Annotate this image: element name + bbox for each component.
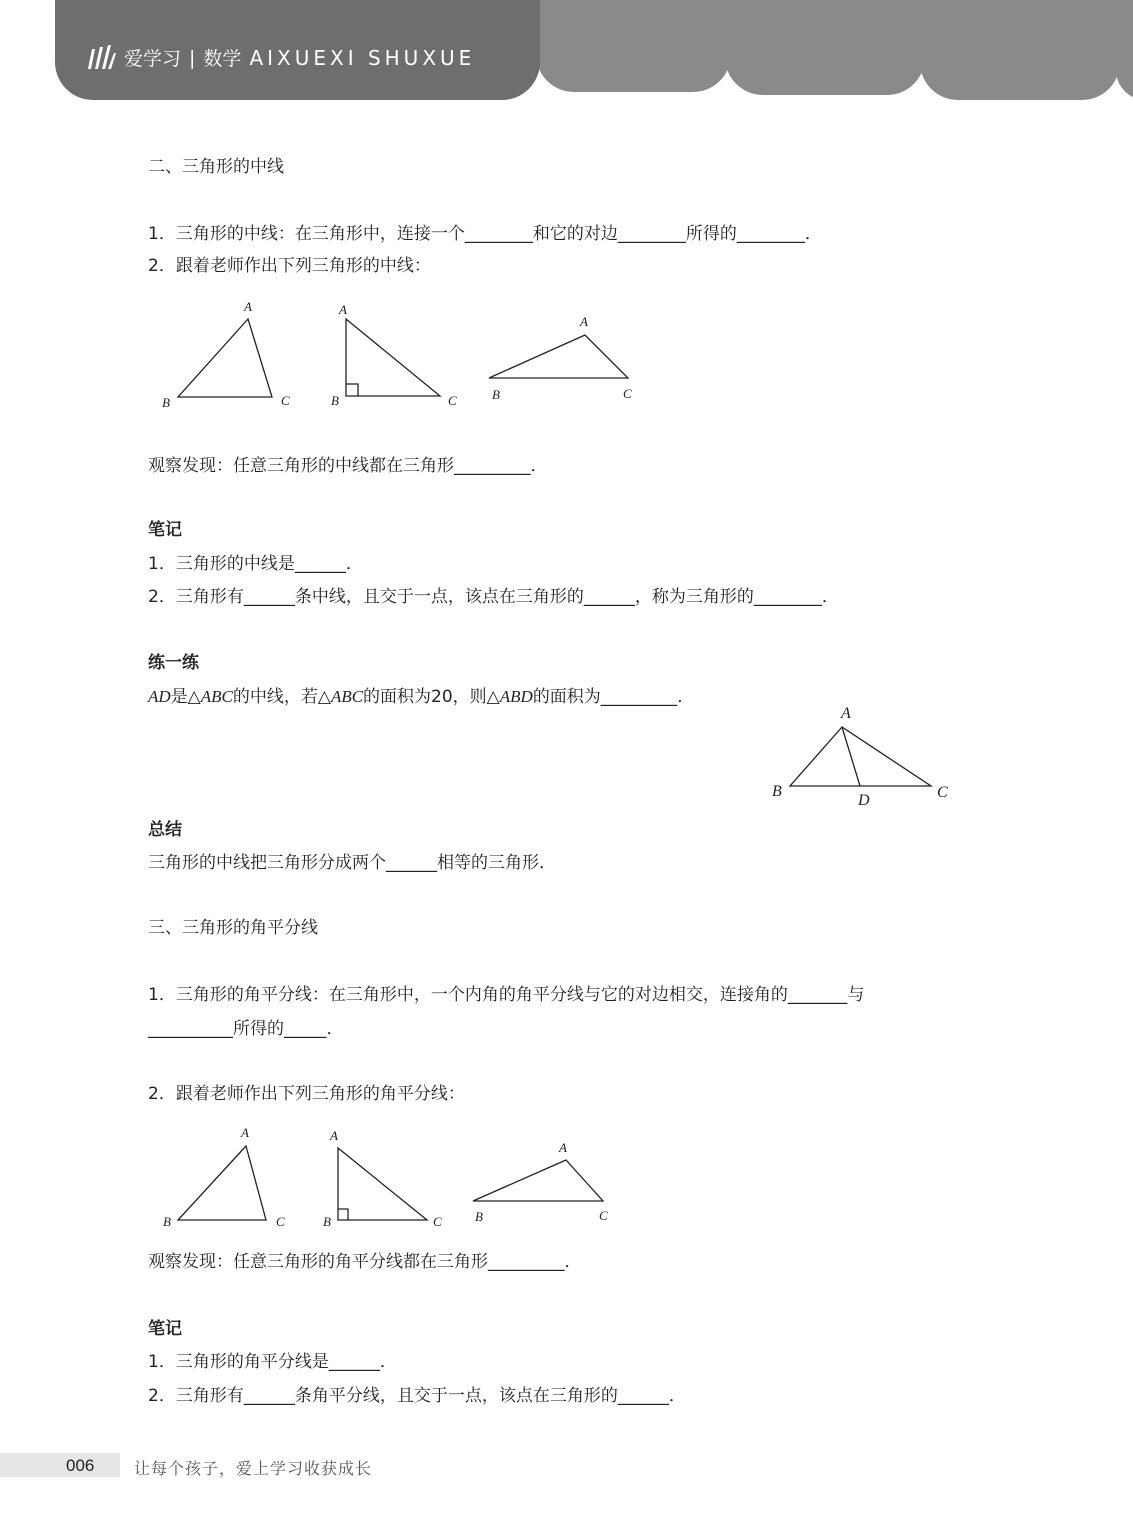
practice-text-2: 的中线，若△ bbox=[232, 687, 331, 707]
vertex-label-c: C bbox=[281, 393, 290, 408]
triangle-abc bbox=[790, 727, 931, 786]
section2-note-1: 1．三角形的中线是______． bbox=[148, 554, 363, 574]
bisector-figure-3 bbox=[465, 1135, 625, 1230]
practice-text-1: 是△ bbox=[170, 687, 201, 707]
vertex-label-c: C bbox=[623, 386, 632, 401]
section3-notes-title: 笔记 bbox=[148, 1319, 182, 1339]
vertex-label-b: B bbox=[331, 393, 339, 408]
section3-definition-line2: __________所得的_____． bbox=[148, 1019, 344, 1039]
vertex-label-b: B bbox=[162, 395, 170, 410]
vertex-label-c: C bbox=[937, 784, 948, 801]
vertex-label-b: B bbox=[492, 387, 500, 402]
right-angle-mark bbox=[338, 1209, 348, 1220]
section2-draw-instruction: 2．跟着老师作出下列三角形的中线： bbox=[148, 256, 431, 276]
vertex-label-b: B bbox=[772, 783, 782, 800]
segment-ad: AD bbox=[148, 687, 171, 706]
median-figure-2 bbox=[325, 295, 475, 415]
brand bbox=[86, 44, 475, 71]
section3-title: 三、三角形的角平分线 bbox=[148, 918, 318, 938]
header-tab-edge bbox=[1116, 0, 1133, 100]
practice-title: 练一练 bbox=[148, 653, 199, 673]
practice-text-4: 的面积为_________． bbox=[532, 687, 695, 707]
vertex-label-a: A bbox=[841, 705, 851, 722]
triangle-acute bbox=[178, 319, 272, 397]
vertex-label-a: A bbox=[241, 1125, 249, 1140]
vertex-label-d: D bbox=[858, 792, 870, 809]
vertex-label-c: C bbox=[276, 1214, 285, 1229]
section2-definition: 1．三角形的中线：在三角形中，连接一个________和它的对边________所得的________． bbox=[148, 224, 822, 244]
vertex-label-a: A bbox=[559, 1140, 567, 1155]
triangle-right bbox=[338, 1148, 427, 1220]
section2-observation: 观察发现：任意三角形的中线都在三角形_________． bbox=[148, 456, 548, 476]
brand-english: AIXUEXI SHUXUE bbox=[249, 45, 476, 70]
median-figure-3 bbox=[480, 305, 650, 405]
vertex-label-a: A bbox=[244, 299, 252, 314]
page-number: 006 bbox=[66, 1456, 95, 1475]
header-tab-3 bbox=[725, 0, 925, 95]
vertex-label-a: A bbox=[330, 1128, 338, 1143]
brand-separator: | bbox=[189, 46, 196, 69]
section3-note-1: 1．三角形的角平分线是______． bbox=[148, 1352, 397, 1372]
summary-title: 总结 bbox=[148, 820, 182, 840]
section3-draw-instruction: 2．跟着老师作出下列三角形的角平分线： bbox=[148, 1084, 465, 1104]
triangle-abd: ABD bbox=[499, 687, 533, 706]
vertex-label-c: C bbox=[599, 1208, 608, 1223]
section3-definition-line1: 1．三角形的角平分线：在三角形中，一个内角的角平分线与它的对边相交，连接角的_______与 bbox=[148, 985, 865, 1005]
brand-subject: 数学 bbox=[203, 48, 242, 70]
bisector-figure-1 bbox=[155, 1125, 295, 1235]
vertex-label-a: A bbox=[580, 314, 588, 329]
vertex-label-b: B bbox=[475, 1209, 483, 1224]
summary-text: 三角形的中线把三角形分成两个______相等的三角形． bbox=[148, 853, 556, 873]
practice-text-3: 的面积为20，则△ bbox=[363, 687, 500, 707]
practice-question bbox=[148, 687, 694, 707]
triangle-right bbox=[346, 319, 440, 396]
header-tab-4 bbox=[920, 0, 1120, 100]
section3-observation: 观察发现：任意三角形的角平分线都在三角形_________． bbox=[148, 1252, 582, 1272]
section3-note-2: 2．三角形有______条角平分线，且交于一点，该点在三角形的______． bbox=[148, 1386, 686, 1406]
triangle-obtuse bbox=[489, 335, 628, 378]
practice-figure bbox=[765, 700, 965, 812]
median-figure-1 bbox=[150, 295, 310, 415]
footer-slogan: 让每个孩子，爱上学习收获成长 bbox=[134, 1459, 373, 1478]
section2-title: 二、三角形的中线 bbox=[148, 157, 284, 177]
section2-note-2: 2．三角形有______条中线，且交于一点，该点在三角形的______，称为三角形的________． bbox=[148, 587, 839, 607]
bisector-figure-2 bbox=[318, 1125, 458, 1235]
footer-page-box bbox=[0, 1453, 120, 1477]
vertex-label-c: C bbox=[448, 393, 457, 408]
brand-name: 爱学习 bbox=[124, 48, 182, 70]
triangle-acute bbox=[178, 1146, 266, 1220]
vertex-label-c: C bbox=[433, 1214, 442, 1229]
median-ad bbox=[842, 727, 860, 786]
triangle-obtuse bbox=[473, 1160, 603, 1201]
header-tab-2 bbox=[536, 0, 731, 92]
right-angle-mark bbox=[346, 384, 358, 396]
vertex-label-b: B bbox=[323, 1214, 331, 1229]
logo-icon bbox=[86, 45, 116, 71]
vertex-label-a: A bbox=[339, 302, 347, 317]
triangle-abc: ABC bbox=[200, 687, 233, 706]
section2-notes-title: 笔记 bbox=[148, 520, 182, 540]
vertex-label-b: B bbox=[163, 1214, 171, 1229]
triangle-abc: ABC bbox=[330, 687, 364, 706]
